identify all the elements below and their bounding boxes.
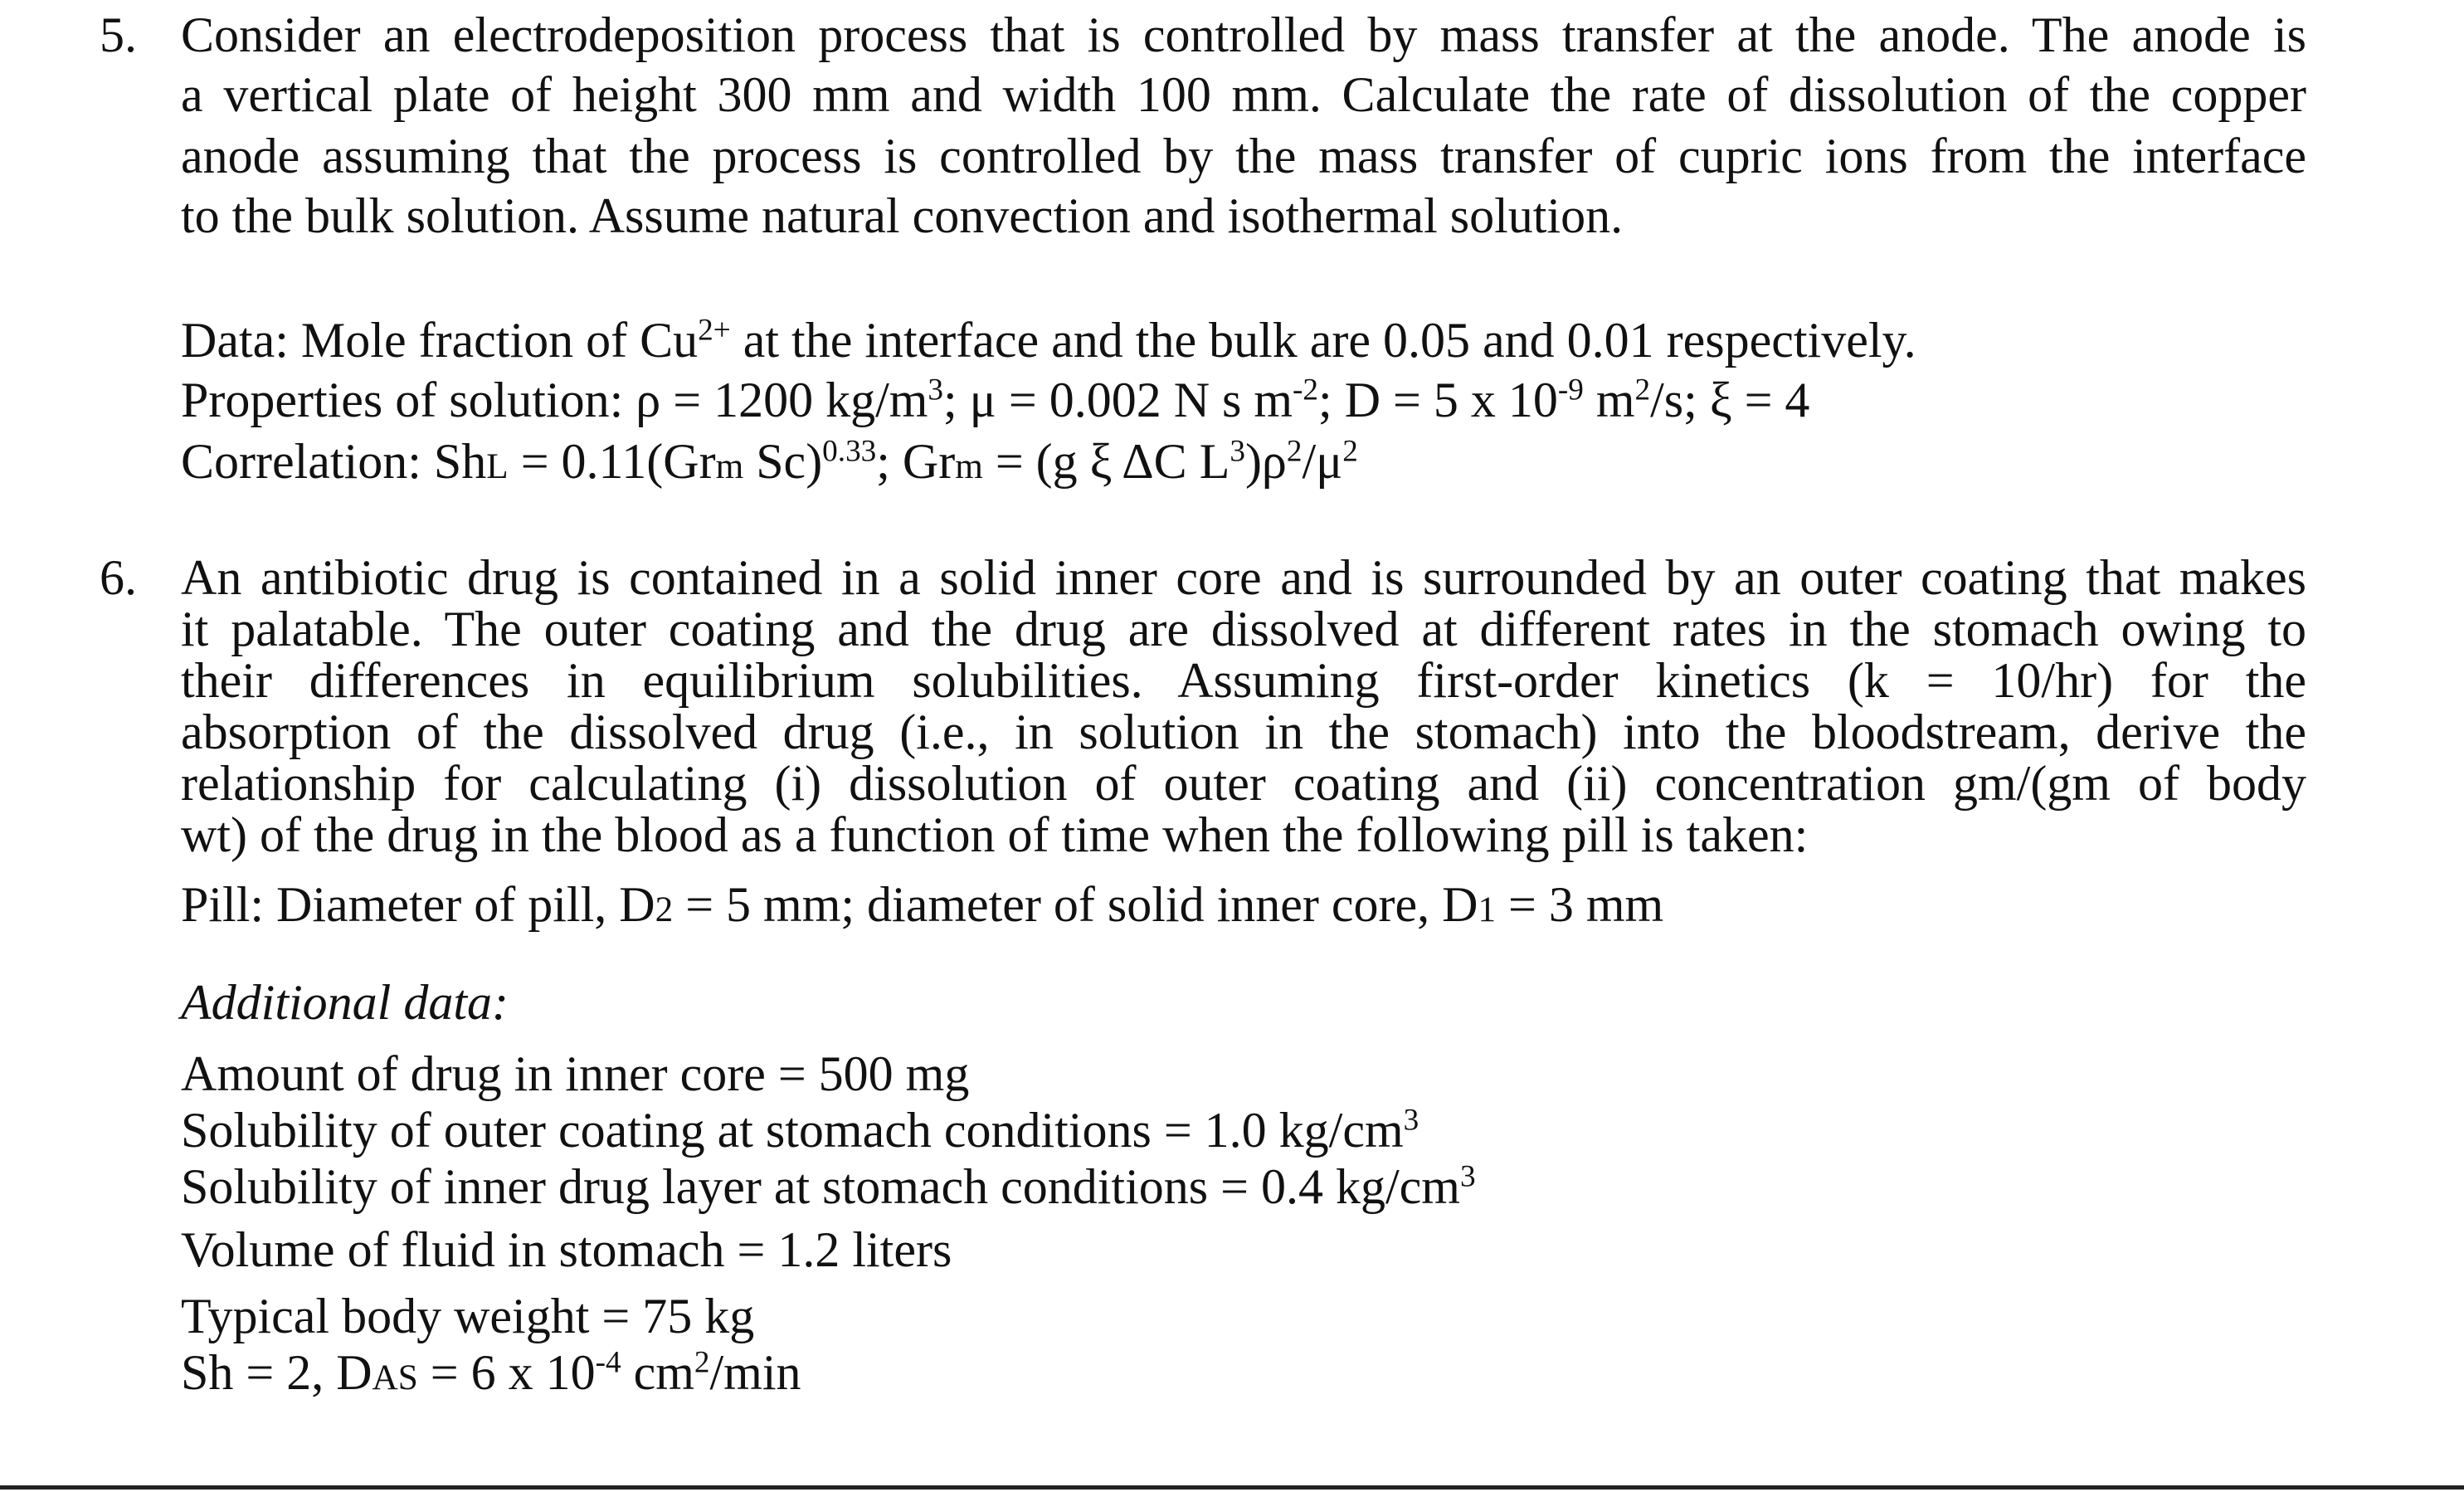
q6-outer-solubility: Solubility of outer coating at stomach conditions = 1.0 $kg/cm^3$ bbox=[181, 1103, 1419, 1158]
question-6-line-4: absorption of the dissolved drug (i.e., in solution in the stomach) into the bloodstream, derive the bbox=[181, 705, 2306, 759]
question-5-line-2: a vertical plate of height 300 mm and width 100 mm. Calculate the rate of dissolution of the copper bbox=[181, 67, 2306, 122]
question-5-line-1: Consider an electrodeposition process that is controlled by mass transfer at the anode. The anode is bbox=[181, 7, 2306, 62]
q6-additional-heading: Additional data: bbox=[181, 975, 509, 1030]
q6-inner-solubility: Solubility of inner drug layer at stomach conditions = 0.4 $kg/cm^3$ bbox=[181, 1159, 1476, 1214]
question-6-line-5: relationship for calculating (i) dissolution of outer coating and (ii) concentration gm/(gm of body bbox=[181, 756, 2306, 811]
bottom-divider bbox=[0, 1485, 2464, 1490]
q5-correlation-line: Correlation: ShL = 0.11(Grm Sc)$^{0.33}$; Grm = (g ξ ΔC $L^3)\rho^2/\mu^2$ bbox=[181, 434, 1358, 489]
question-6-number: 6. bbox=[100, 550, 137, 605]
q6-drug-amount: Amount of drug in inner core = 500 mg bbox=[181, 1046, 970, 1101]
q5-data-line: Data: Mole fraction of $Cu^{2+}$ at the interface and the bulk are 0.05 and 0.01 respectively. bbox=[181, 313, 1916, 368]
question-6-line-3: their differences in equilibrium solubilities. Assuming first-order kinetics (k = 10/hr) for the bbox=[181, 653, 2306, 708]
q6-fluid-volume: Volume of fluid in stomach = 1.2 liters bbox=[181, 1222, 952, 1277]
question-5-line-3: anode assuming that the process is controlled by the mass transfer of cupric ions from the interface bbox=[181, 129, 2306, 183]
q6-body-weight: Typical body weight = 75 kg bbox=[181, 1289, 755, 1343]
question-6-line-6: wt) of the drug in the blood as a function of time when the following pill is taken: bbox=[181, 807, 1809, 862]
q5-properties-line: Properties of solution: ρ = 1200 $kg/m^3$; μ = 0.002 N s $m^{-2}$; D = 5 x $10^{-9}$ $m^2/s$; ξ = 4 bbox=[181, 373, 1810, 427]
q6-pill-line: Pill: Diameter of pill, D2 = 5 mm; diameter of solid inner core, D1 = 3 mm bbox=[181, 877, 1664, 932]
question-6-line-2: it palatable. The outer coating and the drug are dissolved at different rates in the stomach owing to bbox=[181, 602, 2306, 656]
question-5-number: 5. bbox=[100, 7, 137, 62]
q6-sh-line: Sh = 2, DAS = 6 x $10^{-4}$ $cm^2/\min$ bbox=[181, 1345, 801, 1400]
question-5-line-4: to the bulk solution. Assume natural convection and isothermal solution. bbox=[181, 188, 1624, 243]
question-6-line-1: An antibiotic drug is contained in a solid inner core and is surrounded by an outer coating that makes bbox=[181, 550, 2306, 605]
